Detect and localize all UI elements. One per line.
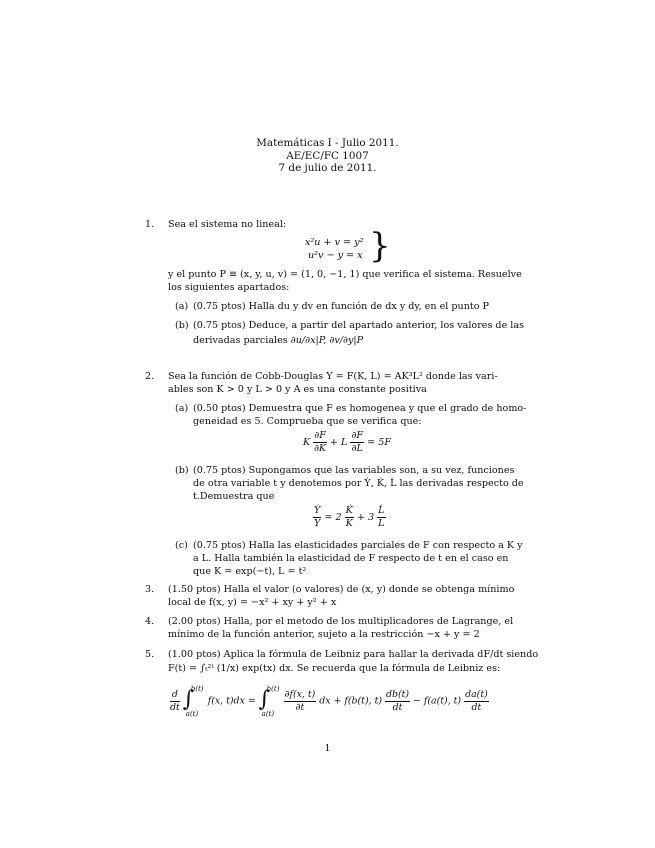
problem-5-number: 5.	[145, 649, 155, 660]
exam-groups: AE/EC/FC 1007	[286, 149, 369, 162]
problem-1-point-text-2: los siguientes apartados:	[168, 282, 290, 293]
exam-title: Matemáticas I - Julio 2011.	[256, 137, 399, 149]
problem-1-eq1: x²u + v = y²	[305, 237, 364, 248]
problem-1-number: 1.	[145, 219, 155, 230]
problem-1b-label: (b)	[175, 320, 189, 331]
problem-2b-text-3: t.Demuestra que	[193, 491, 275, 502]
problem-1a-label: (a)	[175, 301, 189, 312]
problem-2c-text-3: que K = exp(−t), L = t²	[193, 566, 307, 577]
problem-4-text-1: (2.00 ptos) Halla, por el metodo de los multiplicadores de Lagrange, el	[168, 616, 514, 627]
partial-v-y: ∂v/∂y|P	[329, 335, 364, 346]
leibniz-formula: $\frac{d}{dt}$ ∫ b(t) a(t) f(x, t)dx = ∫ b(t) a(t) $\frac{\partial f(x, t)}{\partial t}$ dx + f(b(t), t) $\frac{db(t)}{dt}$ − f(a(t), t) $\frac{da(t)}{dt}$	[170, 685, 488, 718]
problem-5-text-1: (1.00 ptos) Aplica la fórmula de Leibniz para hallar la derivada dF/dt siendo	[168, 649, 539, 660]
problem-1-eq2: u²v − y = x	[308, 250, 363, 261]
problem-1b-text-1: (0.75 ptos) Deduce, a partir del apartado anterior, los valores de las	[193, 320, 525, 331]
problem-2-text-1: Sea la función de Cobb-Douglas Y = F(K, L) = AK³L² donde las vari-	[168, 371, 498, 382]
problem-1-intro: Sea el sistema no lineal:	[168, 219, 287, 230]
page-number: 1	[324, 743, 331, 754]
problem-1a-text: (0.75 ptos) Halla du y dv en función de dx y dy, en el punto P	[193, 301, 490, 312]
problem-2c-text-1: (0.75 ptos) Halla las elasticidades parciales de F con respecto a K y	[193, 540, 523, 551]
problem-2a-text-1: (0.50 ptos) Demuestra que F es homogenea y que el grado de homo-	[193, 403, 527, 414]
problem-2c-label: (c)	[175, 540, 188, 551]
problem-2a-label: (a)	[175, 403, 189, 414]
problem-2b-text-1: (0.75 ptos) Supongamos que las variables son, a su vez, funciones	[193, 465, 515, 476]
problem-3-text-2: local de f(x, y) = −x² + xy + y² + x	[168, 597, 337, 608]
problem-3-text-1: (1.50 ptos) Halla el valor (o valores) de (x, y) donde se obtenga mínimo	[168, 584, 515, 595]
problem-1-point-text: y el punto P ≡ (x, y, u, v) = (1, 0, −1, 1) que verifica el sistema. Resuelve	[168, 269, 522, 280]
partial-u-x: ∂u/∂x|P,	[290, 335, 327, 346]
problem-2b-label: (b)	[175, 465, 189, 476]
system-brace: }	[369, 226, 391, 266]
problem-2a-text-2: geneidad es 5. Comprueba que se verifica que:	[193, 416, 422, 427]
problem-2c-text-2: a L. Halla también la elasticidad de F respecto de t en el caso en	[193, 553, 509, 564]
problem-4-number: 4.	[145, 616, 155, 627]
problem-1b-text-2	[193, 334, 363, 348]
exam-header	[0, 137, 655, 175]
problem-2b-text-2: de otra variable t y denotemos por Ẏ, K̇, L̇ las derivadas respecto de	[193, 478, 524, 489]
growth-equation: $\frac{\text{Ẏ}}{Y}$ = 2 $\frac{K̇}{K}$ + 3 $\frac{L̇}{L}$	[314, 505, 385, 529]
problem-2-text-2: ables son K > 0 y L > 0 y A es una constante positiva	[168, 384, 427, 395]
problem-1b-derivadas-label: derivadas parciales	[193, 335, 288, 346]
problem-2-number: 2.	[145, 371, 155, 382]
euler-equation: K $\frac{\partial F}{\partial K}$ + L $\frac{\partial F}{\partial L}$ = 5F	[303, 430, 391, 454]
exam-date: 7 de julio de 2011.	[278, 162, 377, 174]
problem-5-text-2: F(t) = ∫ₜ²ᵗ (1/x) exp(tx) dx. Se recuerda que la fórmula de Leibniz es:	[168, 663, 501, 674]
problem-3-number: 3.	[145, 584, 155, 595]
problem-4-text-2: mínimo de la función anterior, sujeto a la restricción −x + y = 2	[168, 629, 480, 640]
